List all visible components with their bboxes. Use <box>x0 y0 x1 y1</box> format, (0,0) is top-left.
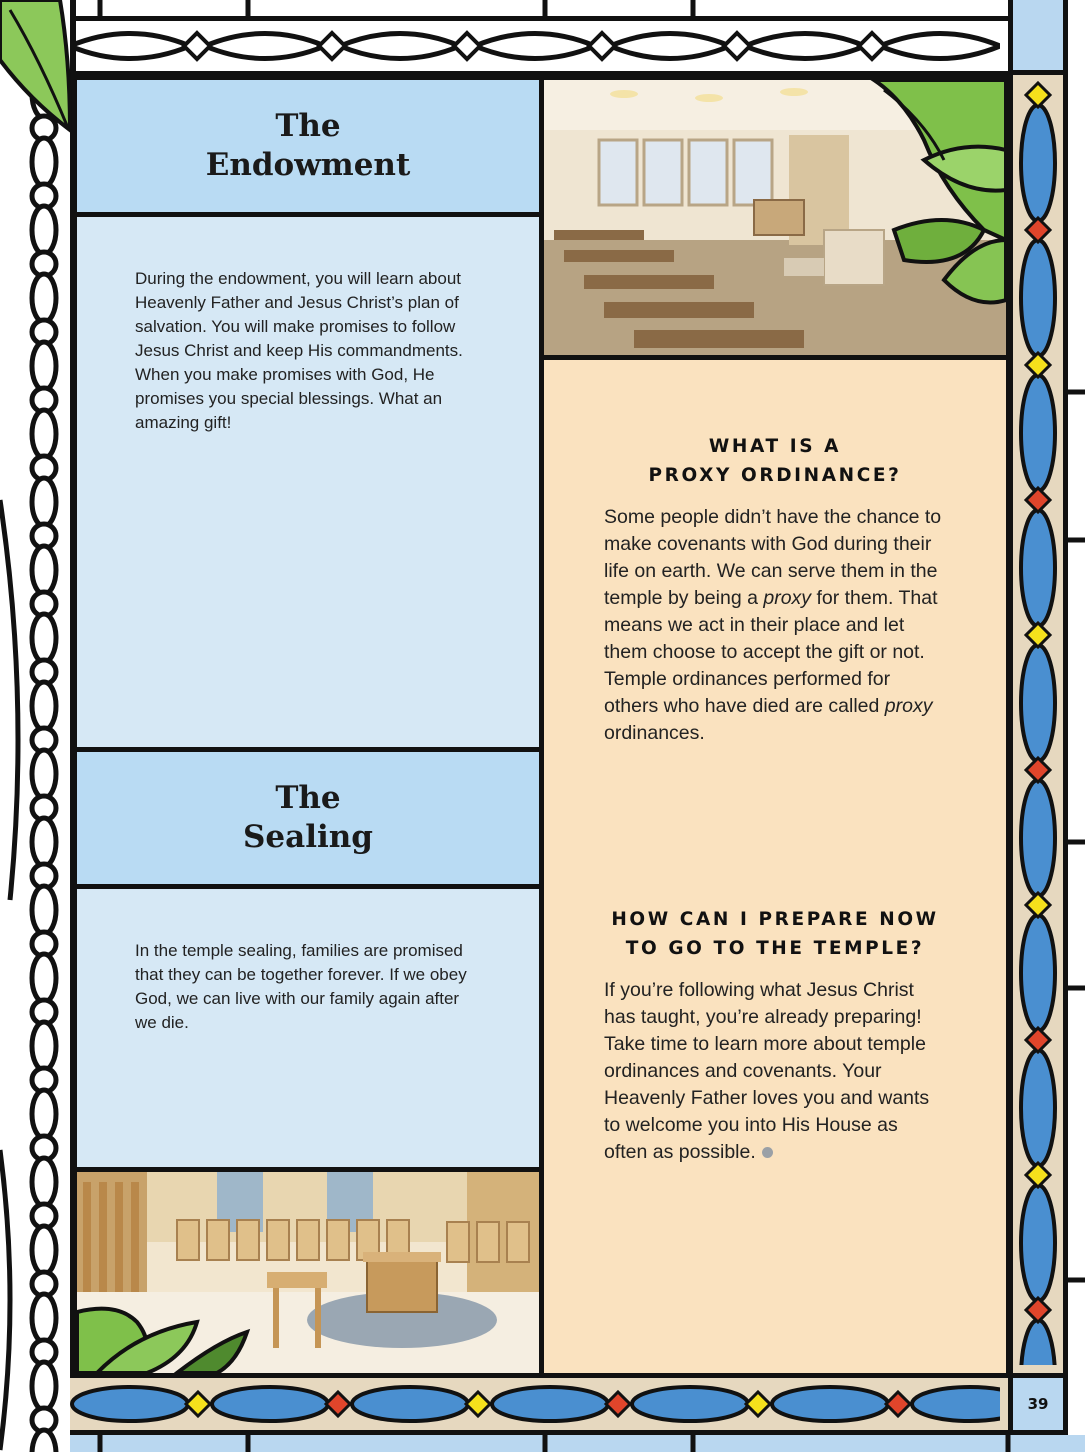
top-right-glass <box>1008 0 1068 75</box>
sealing-title-line2: Sealing <box>243 819 373 855</box>
proxy-and-prepare-box <box>539 355 1011 1378</box>
prepare-text-body: If you’re following what Jesus Christ has taught, you’re already preparing! Take time to learn more about temple ordinances and covenants. Your Heavenly Father loves you and wants to welcome you into His House as often as possible. <box>604 979 930 1163</box>
proxy-text-part2: for them. That means we act in their place and let them choose to accept the gift or not. Temple ordinances performed for others who have died are called <box>604 587 938 717</box>
sealing-body-box <box>72 884 544 1172</box>
proxy-emph-2: proxy <box>884 695 933 717</box>
proxy-heading-line2: PROXY ORDINANCE? <box>648 465 902 486</box>
prepare-heading <box>604 905 946 963</box>
proxy-heading-line1: WHAT IS A <box>708 436 842 457</box>
sealing-title <box>243 779 373 857</box>
endowment-title-line2: Endowment <box>205 147 411 183</box>
proxy-text-part1: Some people didn’t have the chance to make covenants with God during their life on earth. We can serve them in the temple by being a <box>604 506 942 609</box>
right-edge-ticks <box>1068 0 1085 1435</box>
prepare-heading-line2: TO GO TO THE TEMPLE? <box>625 938 925 959</box>
prepare-text <box>604 977 946 1166</box>
endowment-title <box>206 107 411 185</box>
endowment-body-box <box>72 212 544 752</box>
sealing-title-line1: The <box>275 779 341 816</box>
page-number: 39 <box>1027 1395 1049 1413</box>
proxy-text <box>604 504 946 747</box>
sealing-title-box <box>72 747 544 889</box>
sealing-room-photo <box>72 1167 544 1378</box>
page-number-box <box>1008 1373 1068 1435</box>
endowment-room-photo <box>539 75 1011 360</box>
endowment-title-box <box>72 75 544 217</box>
proxy-heading <box>604 432 946 490</box>
bottom-glass-strip <box>70 1435 1085 1452</box>
proxy-emph-1: proxy <box>763 587 812 609</box>
left-leaves <box>0 0 76 140</box>
right-ornament-band <box>1008 75 1068 1375</box>
prepare-heading-line1: HOW CAN I PREPARE NOW <box>611 909 939 930</box>
end-bullet-icon <box>762 1147 773 1158</box>
bottom-ornament-band <box>70 1373 1010 1435</box>
sealing-text: In the temple sealing, families are promised that they can be together forever. If we obey God, we can live with our family again after we die. <box>135 941 467 1032</box>
endowment-text: During the endowment, you will learn about Heavenly Father and Jesus Christ’s plan of salvation. You will make promises to follow Jesus Christ and keep His commandments. When you make promises with God, He promises you special blessings. What an amazing gift! <box>135 269 463 432</box>
left-chain-border <box>0 0 76 1452</box>
endowment-title-line1: The <box>275 107 341 144</box>
top-ornament-band <box>70 16 1010 76</box>
proxy-text-part3: ordinances. <box>604 722 705 744</box>
